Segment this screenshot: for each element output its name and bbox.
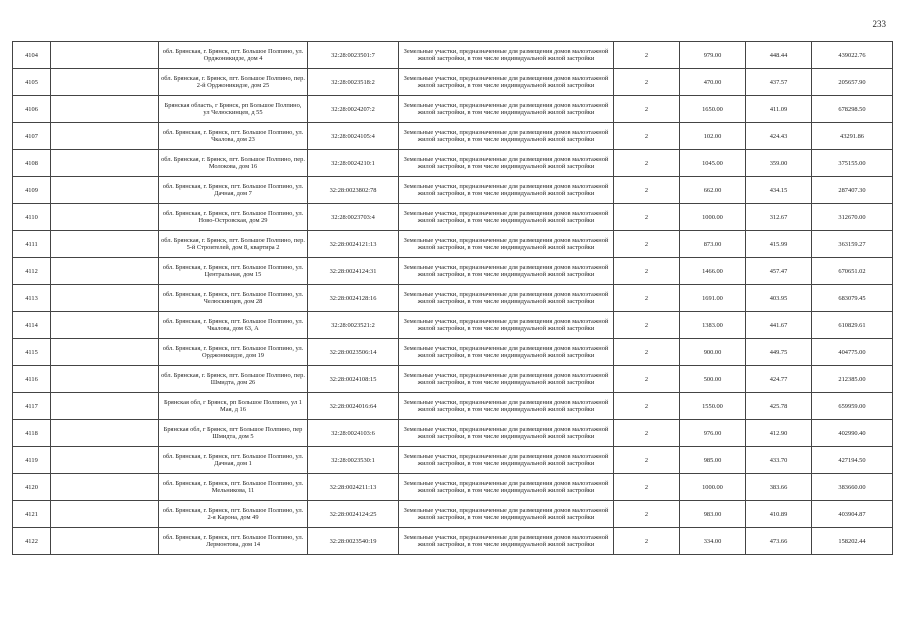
area-cell: 1000.00 [680, 204, 746, 231]
category-code-cell: 2 [614, 366, 680, 393]
unit-value-cell: 424.77 [746, 366, 812, 393]
land-use-cell: Земельные участки, предназначенные для размещения домов малоэтажной жилой застройки, в том числе индивидуальной жилой застройки [399, 393, 614, 420]
empty-cell [51, 366, 159, 393]
address-cell: обл. Брянская, г. Брянск, пгт. Большое Полпино, ул. 2-я Карона, дом 49 [159, 501, 308, 528]
unit-value-cell: 403.95 [746, 285, 812, 312]
row-number: 4107 [13, 123, 51, 150]
land-use-cell: Земельные участки, предназначенные для размещения домов малоэтажной жилой застройки, в том числе индивидуальной жилой застройки [399, 447, 614, 474]
cadastral-value-cell: 610829.61 [812, 312, 893, 339]
land-use-cell: Земельные участки, предназначенные для размещения домов малоэтажной жилой застройки, в том числе индивидуальной жилой застройки [399, 231, 614, 258]
unit-value-cell: 473.66 [746, 528, 812, 555]
area-cell: 1691.00 [680, 285, 746, 312]
row-number: 4106 [13, 96, 51, 123]
cadastral-value-cell: 659959.00 [812, 393, 893, 420]
unit-value-cell: 441.67 [746, 312, 812, 339]
empty-cell [51, 177, 159, 204]
table-row [13, 150, 893, 177]
table-row [13, 123, 893, 150]
empty-cell [51, 339, 159, 366]
address-cell: Брянская область, г Брянск, рп Большое Полпино, ул Челюскинцев, д 55 [159, 96, 308, 123]
table-row [13, 96, 893, 123]
table-row [13, 528, 893, 555]
cadastral-value-cell: 403904.87 [812, 501, 893, 528]
cadastral-value-cell: 383660.00 [812, 474, 893, 501]
area-cell: 873.00 [680, 231, 746, 258]
empty-cell [51, 447, 159, 474]
land-use-cell: Земельные участки, предназначенные для размещения домов малоэтажной жилой застройки, в том числе индивидуальной жилой застройки [399, 96, 614, 123]
address-cell: обл. Брянская, г. Брянск, пгт. Большое Полпино, пер. 2-й Орджоникидзе, дом 25 [159, 69, 308, 96]
cadastral-value-cell: 158202.44 [812, 528, 893, 555]
land-use-cell: Земельные участки, предназначенные для размещения домов малоэтажной жилой застройки, в том числе индивидуальной жилой застройки [399, 474, 614, 501]
address-cell: обл. Брянская, г. Брянск, пгт. Большое Полпино, ул. Мельникова, 11 [159, 474, 308, 501]
table-row [13, 42, 893, 69]
cadastral-number-cell: 32:28:0024207:2 [308, 96, 399, 123]
area-cell: 900.00 [680, 339, 746, 366]
area-cell: 1550.00 [680, 393, 746, 420]
area-cell: 1383.00 [680, 312, 746, 339]
cadastral-number-cell: 32:28:0024124:31 [308, 258, 399, 285]
cadastral-value-cell: 427194.50 [812, 447, 893, 474]
area-cell: 983.00 [680, 501, 746, 528]
cadastral-number-cell: 32:28:0023501:7 [308, 42, 399, 69]
category-code-cell: 2 [614, 528, 680, 555]
cadastral-value-cell: 404775.00 [812, 339, 893, 366]
cadastral-number-cell: 32:28:0023703:4 [308, 204, 399, 231]
table-row [13, 366, 893, 393]
cadastral-value-cell: 312670.00 [812, 204, 893, 231]
table-row [13, 393, 893, 420]
cadastral-value-cell: 205657.90 [812, 69, 893, 96]
area-cell: 334.00 [680, 528, 746, 555]
cadastral-number-cell: 32:28:0024108:15 [308, 366, 399, 393]
land-use-cell: Земельные участки, предназначенные для размещения домов малоэтажной жилой застройки, в том числе индивидуальной жилой застройки [399, 501, 614, 528]
area-cell: 1045.00 [680, 150, 746, 177]
category-code-cell: 2 [614, 258, 680, 285]
category-code-cell: 2 [614, 42, 680, 69]
cadastral-number-cell: 32:28:0024016:64 [308, 393, 399, 420]
cadastral-number-cell: 32:28:0024103:6 [308, 420, 399, 447]
table-row [13, 501, 893, 528]
cadastral-number-cell: 32:28:0023540:19 [308, 528, 399, 555]
cadastral-number-cell: 32:28:0023506:14 [308, 339, 399, 366]
address-cell: обл. Брянская, г. Брянск, пгт. Большое Полпино, ул. Центральная, дом 15 [159, 258, 308, 285]
cadastral-value-table [12, 41, 893, 555]
cadastral-number-cell: 32:28:0024211:13 [308, 474, 399, 501]
row-number: 4113 [13, 285, 51, 312]
unit-value-cell: 412.90 [746, 420, 812, 447]
cadastral-value-cell: 375155.00 [812, 150, 893, 177]
category-code-cell: 2 [614, 501, 680, 528]
empty-cell [51, 123, 159, 150]
area-cell: 1000.00 [680, 474, 746, 501]
unit-value-cell: 425.78 [746, 393, 812, 420]
cadastral-value-cell: 43291.86 [812, 123, 893, 150]
cadastral-value-cell: 212385.00 [812, 366, 893, 393]
cadastral-number-cell: 32:28:0024128:16 [308, 285, 399, 312]
land-use-cell: Земельные участки, предназначенные для размещения домов малоэтажной жилой застройки, в том числе индивидуальной жилой застройки [399, 312, 614, 339]
table-row [13, 204, 893, 231]
row-number: 4109 [13, 177, 51, 204]
cadastral-number-cell: 32:28:0023530:1 [308, 447, 399, 474]
empty-cell [51, 96, 159, 123]
address-cell: обл. Брянская, г. Брянск, пгт. Большое Полпино, ул. Чкалова, дом 63, А [159, 312, 308, 339]
unit-value-cell: 383.66 [746, 474, 812, 501]
address-cell: обл. Брянская, г. Брянск, пгт. Большое Полпино, пер. 5-й Строителей, дом 8, квартира 2 [159, 231, 308, 258]
empty-cell [51, 501, 159, 528]
table-row [13, 285, 893, 312]
unit-value-cell: 448.44 [746, 42, 812, 69]
category-code-cell: 2 [614, 393, 680, 420]
table-row [13, 69, 893, 96]
row-number: 4108 [13, 150, 51, 177]
area-cell: 662.00 [680, 177, 746, 204]
cadastral-value-cell: 439022.76 [812, 42, 893, 69]
table-row [13, 312, 893, 339]
empty-cell [51, 258, 159, 285]
category-code-cell: 2 [614, 123, 680, 150]
category-code-cell: 2 [614, 150, 680, 177]
cadastral-value-cell: 402990.40 [812, 420, 893, 447]
row-number: 4110 [13, 204, 51, 231]
category-code-cell: 2 [614, 204, 680, 231]
unit-value-cell: 437.57 [746, 69, 812, 96]
category-code-cell: 2 [614, 231, 680, 258]
cadastral-value-cell: 678298.50 [812, 96, 893, 123]
table-body [13, 42, 893, 555]
empty-cell [51, 420, 159, 447]
unit-value-cell: 424.43 [746, 123, 812, 150]
land-use-cell: Земельные участки, предназначенные для размещения домов малоэтажной жилой застройки, в том числе индивидуальной жилой застройки [399, 123, 614, 150]
category-code-cell: 2 [614, 339, 680, 366]
category-code-cell: 2 [614, 285, 680, 312]
unit-value-cell: 410.89 [746, 501, 812, 528]
category-code-cell: 2 [614, 474, 680, 501]
cadastral-value-cell: 683079.45 [812, 285, 893, 312]
cadastral-number-cell: 32:28:0023518:2 [308, 69, 399, 96]
row-number: 4121 [13, 501, 51, 528]
area-cell: 1650.00 [680, 96, 746, 123]
empty-cell [51, 285, 159, 312]
cadastral-value-cell: 363159.27 [812, 231, 893, 258]
land-use-cell: Земельные участки, предназначенные для размещения домов малоэтажной жилой застройки, в том числе индивидуальной жилой застройки [399, 42, 614, 69]
table-row [13, 474, 893, 501]
table-row [13, 420, 893, 447]
empty-cell [51, 204, 159, 231]
unit-value-cell: 415.99 [746, 231, 812, 258]
unit-value-cell: 457.47 [746, 258, 812, 285]
address-cell: обл. Брянская, г. Брянск, пгт. Большое Полпино, ул. Дачная, дом 1 [159, 447, 308, 474]
empty-cell [51, 231, 159, 258]
cadastral-value-cell: 287407.30 [812, 177, 893, 204]
land-use-cell: Земельные участки, предназначенные для размещения домов малоэтажной жилой застройки, в том числе индивидуальной жилой застройки [399, 258, 614, 285]
empty-cell [51, 42, 159, 69]
row-number: 4114 [13, 312, 51, 339]
page-number: 233 [872, 19, 886, 29]
row-number: 4112 [13, 258, 51, 285]
address-cell: Брянская обл, г Брянск, пгт Большое Полпино, пер Шмидта, дом 5 [159, 420, 308, 447]
table-row [13, 258, 893, 285]
cadastral-value-cell: 670651.02 [812, 258, 893, 285]
empty-cell [51, 528, 159, 555]
area-cell: 979.00 [680, 42, 746, 69]
empty-cell [51, 474, 159, 501]
address-cell: обл. Брянская, г. Брянск, пгт. Большое Полпино, ул. Ново-Островская, дом 29 [159, 204, 308, 231]
land-use-cell: Земельные участки, предназначенные для размещения домов малоэтажной жилой застройки, в том числе индивидуальной жилой застройки [399, 285, 614, 312]
cadastral-number-cell: 32:28:0024105:4 [308, 123, 399, 150]
land-use-cell: Земельные участки, предназначенные для размещения домов малоэтажной жилой застройки, в том числе индивидуальной жилой застройки [399, 69, 614, 96]
address-cell: обл. Брянская, г. Брянск, пгт. Большое Полпино, пер. Молокова, дом 16 [159, 150, 308, 177]
table-row [13, 177, 893, 204]
address-cell: обл. Брянская, г. Брянск, пгт. Большое Полпино, ул. Лермонтова, дом 14 [159, 528, 308, 555]
table-row [13, 339, 893, 366]
unit-value-cell: 411.09 [746, 96, 812, 123]
row-number: 4105 [13, 69, 51, 96]
unit-value-cell: 359.00 [746, 150, 812, 177]
area-cell: 102.00 [680, 123, 746, 150]
area-cell: 985.00 [680, 447, 746, 474]
row-number: 4119 [13, 447, 51, 474]
row-number: 4122 [13, 528, 51, 555]
unit-value-cell: 433.70 [746, 447, 812, 474]
empty-cell [51, 312, 159, 339]
row-number: 4120 [13, 474, 51, 501]
cadastral-number-cell: 32:28:0023521:2 [308, 312, 399, 339]
category-code-cell: 2 [614, 447, 680, 474]
land-use-cell: Земельные участки, предназначенные для размещения домов малоэтажной жилой застройки, в том числе индивидуальной жилой застройки [399, 150, 614, 177]
row-number: 4116 [13, 366, 51, 393]
address-cell: обл. Брянская, г. Брянск, пгт. Большое Полпино, ул. Орджоникидзе, дом 19 [159, 339, 308, 366]
row-number: 4111 [13, 231, 51, 258]
area-cell: 470.00 [680, 69, 746, 96]
table-row [13, 231, 893, 258]
area-cell: 976.00 [680, 420, 746, 447]
category-code-cell: 2 [614, 177, 680, 204]
table-row [13, 447, 893, 474]
cadastral-number-cell: 32:28:0023802:78 [308, 177, 399, 204]
area-cell: 1466.00 [680, 258, 746, 285]
row-number: 4117 [13, 393, 51, 420]
empty-cell [51, 69, 159, 96]
cadastral-number-cell: 32:28:0024124:25 [308, 501, 399, 528]
cadastral-number-cell: 32:28:0024210:1 [308, 150, 399, 177]
land-use-cell: Земельные участки, предназначенные для размещения домов малоэтажной жилой застройки, в том числе индивидуальной жилой застройки [399, 204, 614, 231]
land-use-cell: Земельные участки, предназначенные для размещения домов малоэтажной жилой застройки, в том числе индивидуальной жилой застройки [399, 177, 614, 204]
category-code-cell: 2 [614, 96, 680, 123]
cadastral-number-cell: 32:28:0024121:13 [308, 231, 399, 258]
land-use-cell: Земельные участки, предназначенные для размещения домов малоэтажной жилой застройки, в том числе индивидуальной жилой застройки [399, 420, 614, 447]
category-code-cell: 2 [614, 312, 680, 339]
land-use-cell: Земельные участки, предназначенные для размещения домов малоэтажной жилой застройки, в том числе индивидуальной жилой застройки [399, 366, 614, 393]
address-cell: обл. Брянская, г. Брянск, пгт. Большое Полпино, ул. Орджоникидзе, дом 4 [159, 42, 308, 69]
category-code-cell: 2 [614, 69, 680, 96]
category-code-cell: 2 [614, 420, 680, 447]
empty-cell [51, 150, 159, 177]
unit-value-cell: 312.67 [746, 204, 812, 231]
row-number: 4115 [13, 339, 51, 366]
address-cell: обл. Брянская, г. Брянск, пгт. Большое Полпино, ул. Челюскинцев, дом 28 [159, 285, 308, 312]
row-number: 4104 [13, 42, 51, 69]
land-use-cell: Земельные участки, предназначенные для размещения домов малоэтажной жилой застройки, в том числе индивидуальной жилой застройки [399, 339, 614, 366]
address-cell: обл. Брянская, г. Брянск, пгт. Большое Полпино, ул. Чкалова, дом 23 [159, 123, 308, 150]
address-cell: Брянская обл, г Брянск, рп Большое Полпино, ул 1 Мая, д 16 [159, 393, 308, 420]
unit-value-cell: 449.75 [746, 339, 812, 366]
address-cell: обл. Брянская, г. Брянск, пгт. Большое Полпино, ул. Дачная, дом 7 [159, 177, 308, 204]
row-number: 4118 [13, 420, 51, 447]
area-cell: 500.00 [680, 366, 746, 393]
empty-cell [51, 393, 159, 420]
land-use-cell: Земельные участки, предназначенные для размещения домов малоэтажной жилой застройки, в том числе индивидуальной жилой застройки [399, 528, 614, 555]
unit-value-cell: 434.15 [746, 177, 812, 204]
address-cell: обл. Брянская, г. Брянск, пгт. Большое Полпино, пер. Шмидта, дом 26 [159, 366, 308, 393]
